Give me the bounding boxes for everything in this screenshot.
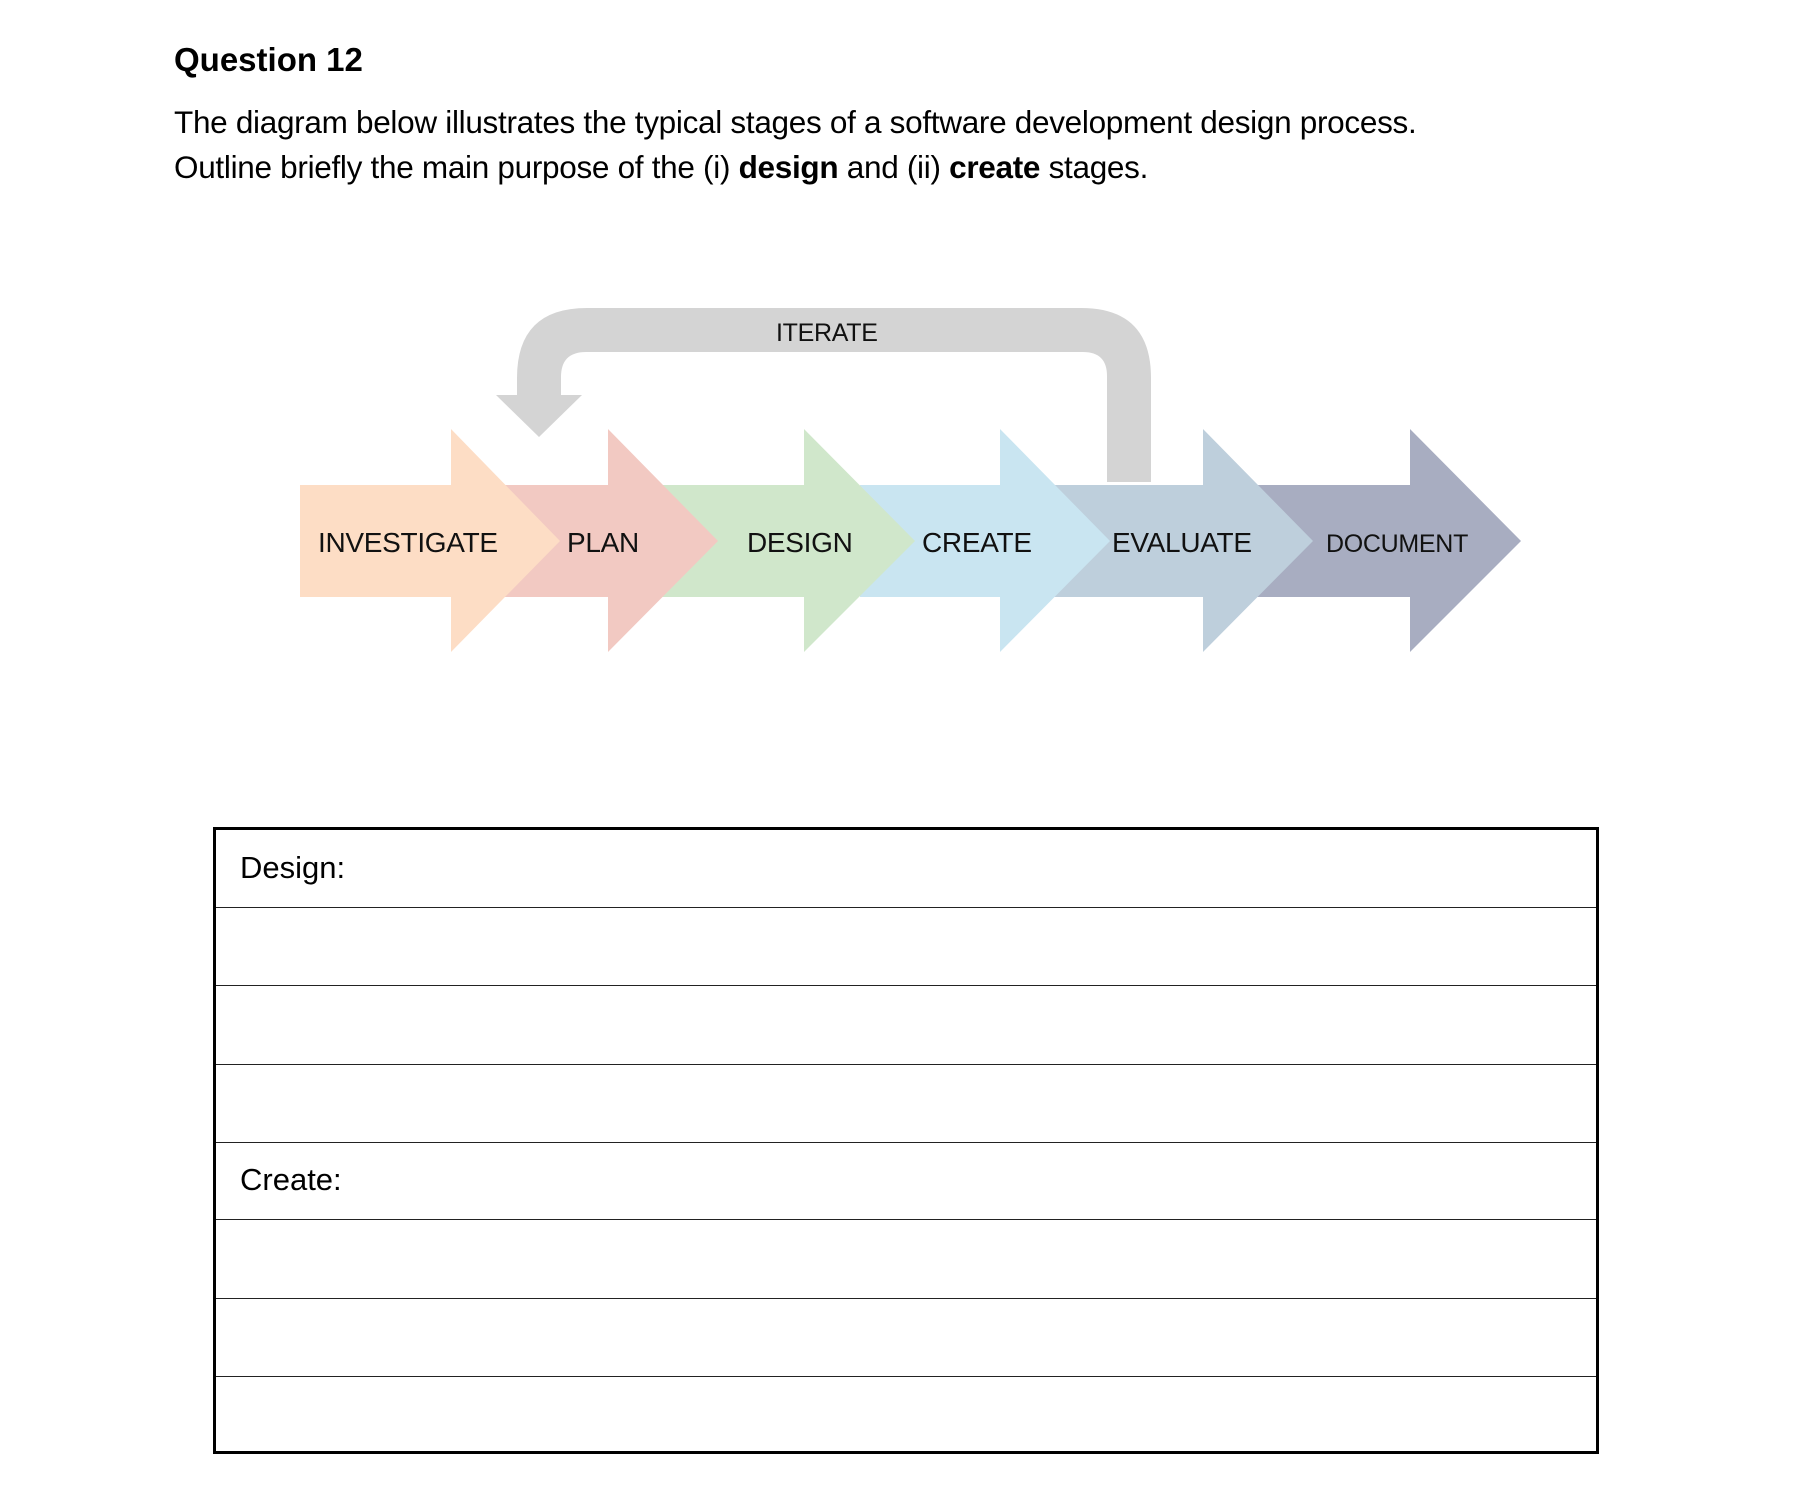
stage-label-evaluate: EVALUATE xyxy=(1112,527,1252,558)
prompt-text: Outline briefly the main purpose of the (i) xyxy=(174,149,739,185)
question-title: Question 12 xyxy=(174,41,363,78)
answer-line[interactable] xyxy=(216,1221,1596,1299)
stage-label-document: DOCUMENT xyxy=(1326,530,1469,558)
create-label: Create: xyxy=(240,1162,342,1197)
stage-label-plan: PLAN xyxy=(567,527,639,558)
process-arrows-graphic xyxy=(0,0,1818,700)
answer-line[interactable] xyxy=(216,1376,1596,1451)
process-diagram xyxy=(0,0,1818,700)
stage-label-create: CREATE xyxy=(922,527,1032,558)
answer-line[interactable] xyxy=(216,987,1596,1065)
stage-label-design: DESIGN xyxy=(747,527,853,558)
iterate-label: ITERATE xyxy=(776,319,878,347)
prompt-bold-create: create xyxy=(949,149,1041,185)
answer-line[interactable] xyxy=(216,1299,1596,1377)
answer-row-design-header[interactable] xyxy=(216,830,1596,908)
design-label: Design: xyxy=(240,850,346,885)
prompt-text: and (ii) xyxy=(838,149,950,185)
answer-line[interactable] xyxy=(216,1065,1596,1143)
prompt-bold-design: design xyxy=(738,149,839,185)
answer-line[interactable] xyxy=(216,908,1596,986)
answer-table xyxy=(213,827,1599,1454)
prompt-line-1: The diagram below illustrates the typical stages of a software development design process. xyxy=(174,104,1417,140)
prompt-text: stages. xyxy=(1040,149,1149,185)
answer-row-create-header[interactable] xyxy=(216,1142,1596,1220)
stage-label-investigate: INVESTIGATE xyxy=(318,527,498,558)
